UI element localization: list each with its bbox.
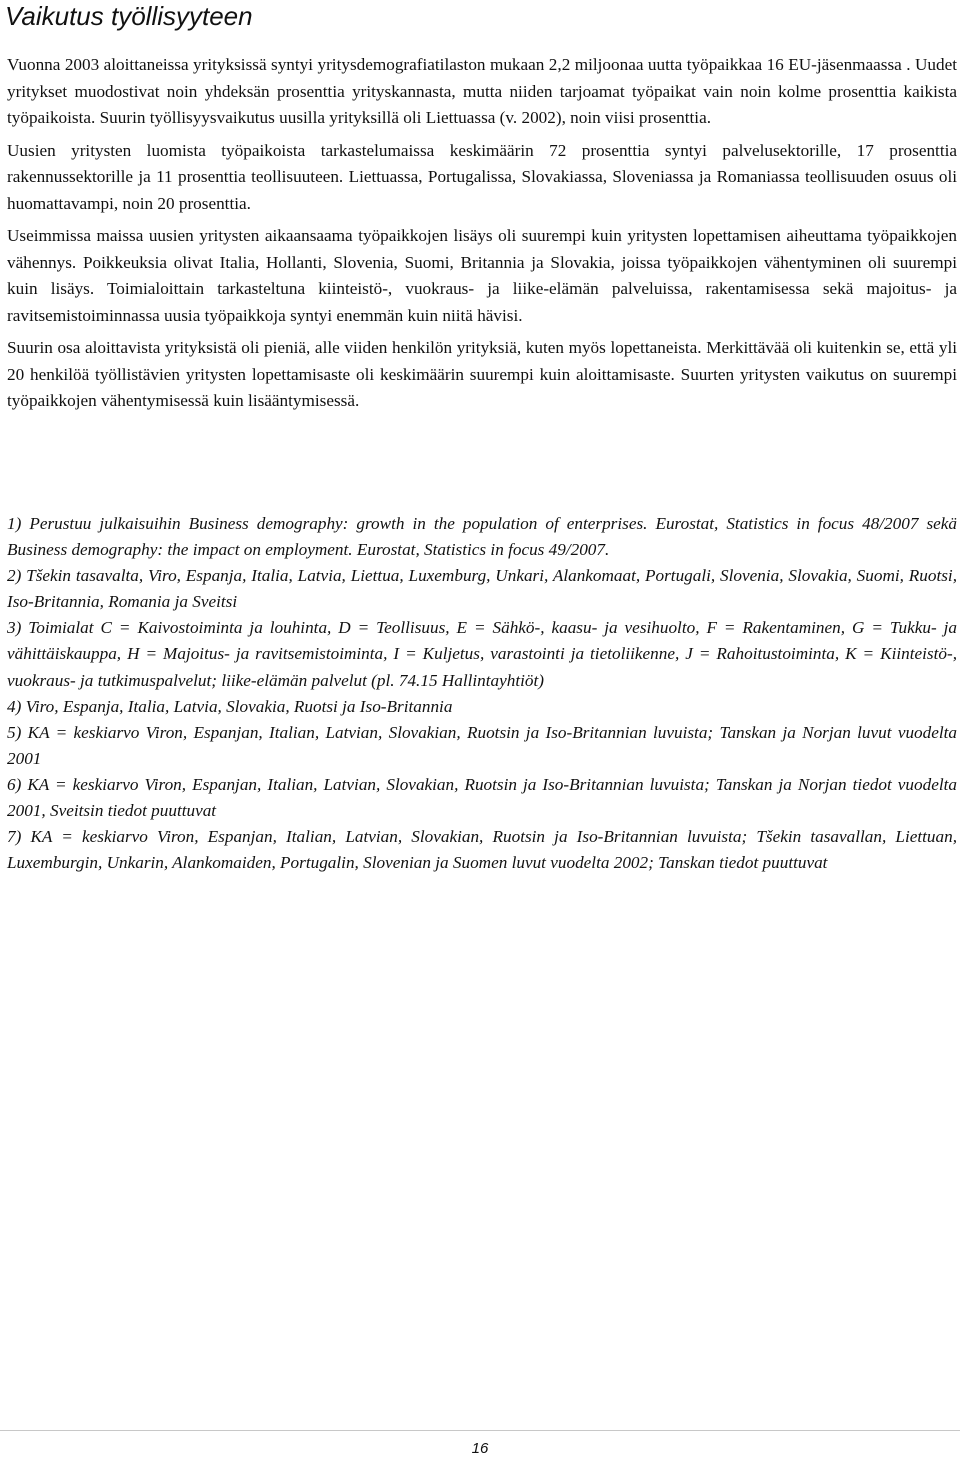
paragraph: Suurin osa aloittavista yrityksistä oli pieniä, alle viiden henkilön yrityksiä, kuten myös lopettaneista. Merkittävää oli kuitenkin se, että yli 20 henkilöä työllistävien yritysten lopettamisaste oli keskimäärin suurempi kuin aloittamisaste. Suurten yritysten vaikutus on suurempi työpaikkojen vähentymisessä kuin lisääntymisessä.: [7, 338, 957, 410]
paragraph: Uusien yritysten luomista työpaikoista tarkastelumaissa keskimäärin 72 prosenttia syntyi palvelusektorille, 17 prosenttia rakennussektorille ja 11 prosenttia teollisuuteen. Liettuassa, Portugalissa, Slovakiassa, Sloveniassa ja Romaniassa teollisuuden osuus oli huomattavampi, noin 20 prosenttia.: [7, 140, 957, 213]
body-text: [7, 52, 957, 421]
footnote: 7) KA = keskiarvo Viron, Espanjan, Italian, Latvian, Slovakian, Ruotsin ja Iso-Britannian luvuista; Tšekin tasavallan, Liettuan, Luxemburgin, Unkarin, Alankomaiden, Portugalin, Slovenian ja Suomen luvut vuodelta 2002; Tanskan tiedot puuttuvat: [7, 827, 957, 873]
footnote: 2) Tšekin tasavalta, Viro, Espanja, Italia, Latvia, Liettua, Luxemburg, Unkari, Alankomaat, Portugali, Slovenia, Slovakia, Suomi, Ruotsi, Iso-Britannia, Romania ja Sveitsi: [7, 566, 957, 612]
paragraph: Vuonna 2003 aloittaneissa yrityksissä syntyi yritysdemografiatilaston mukaan 2,2 miljoonaa uutta työpaikkaa 16 EU-jäsenmaassa . Uudet yritykset muodostivat noin yhdeksän prosenttia yrityskannasta, mutta niiden tarjoamat työpaikat vain noin kolme prosenttia kaikista työpaikoista. Suurin työllisyysvaikutus uusilla yrityksillä oli Liettuassa (v. 2002), noin viisi prosenttia.: [7, 55, 957, 127]
paragraph: Useimmissa maissa uusien yritysten aikaansaama työpaikkojen lisäys oli suurempi kuin yritysten lopettamisen aiheuttama työpaikkojen vähennys. Poikkeuksia olivat Italia, Hollanti, Slovenia, Suomi, Britannia ja Slovakia, joissa työpaikkojen vähentyminen oli suurempi kuin lisäys. Toimialoittain tarkasteltuna kiinteistö-, vuokraus- ja liike-elämän palveluissa, rakentamisessa sekä majoitus- ja ravitsemistoiminnassa uusia työpaikkoja syntyi enemmän kuin niitä hävisi.: [7, 226, 957, 325]
footnote: 5) KA = keskiarvo Viron, Espanjan, Italian, Latvian, Slovakian, Ruotsin ja Iso-Britannian luvuista; Tanskan ja Norjan luvut vuodelta 2001: [7, 722, 957, 768]
footnote: 3) Toimialat C = Kaivostoiminta ja louhinta, D = Teollisuus, E = Sähkö-, kaasu- ja vesihuolto, F = Rakentaminen, G = Tukku- ja vähittäiskauppa, H = Majoitus- ja ravitsemistoiminta, I = Kuljetus, varastointi ja tietoliikenne, J = Rahoitustoiminta, K = Kiinteistö-, vuokraus- ja tutkimuspalvelut; liike-elämän palvelut (pl. 74.15 Hallintayhtiöt): [7, 618, 957, 690]
page-number: 16: [471, 1440, 489, 1457]
footnote: 1) Perustuu julkaisuihin Business demography: growth in the population of enterprises. Eurostat, Statistics in focus 48/2007 sekä Business demography: the impact on employment. Eurostat, Statistics in focus 49/2007.: [7, 514, 957, 560]
footnote: 6) KA = keskiarvo Viron, Espanjan, Italian, Latvian, Slovakian, Ruotsin ja Iso-Britannian luvuista; Tanskan ja Norjan tiedot vuodelta 2001, Sveitsin tiedot puuttuvat: [7, 774, 957, 821]
page-title: Vaikutus työllisyyteen: [5, 1, 253, 31]
footer-divider: [0, 1430, 960, 1431]
footnotes: [7, 511, 957, 876]
footnote: 4) Viro, Espanja, Italia, Latvia, Slovakia, Ruotsi ja Iso-Britannia: [7, 696, 453, 716]
